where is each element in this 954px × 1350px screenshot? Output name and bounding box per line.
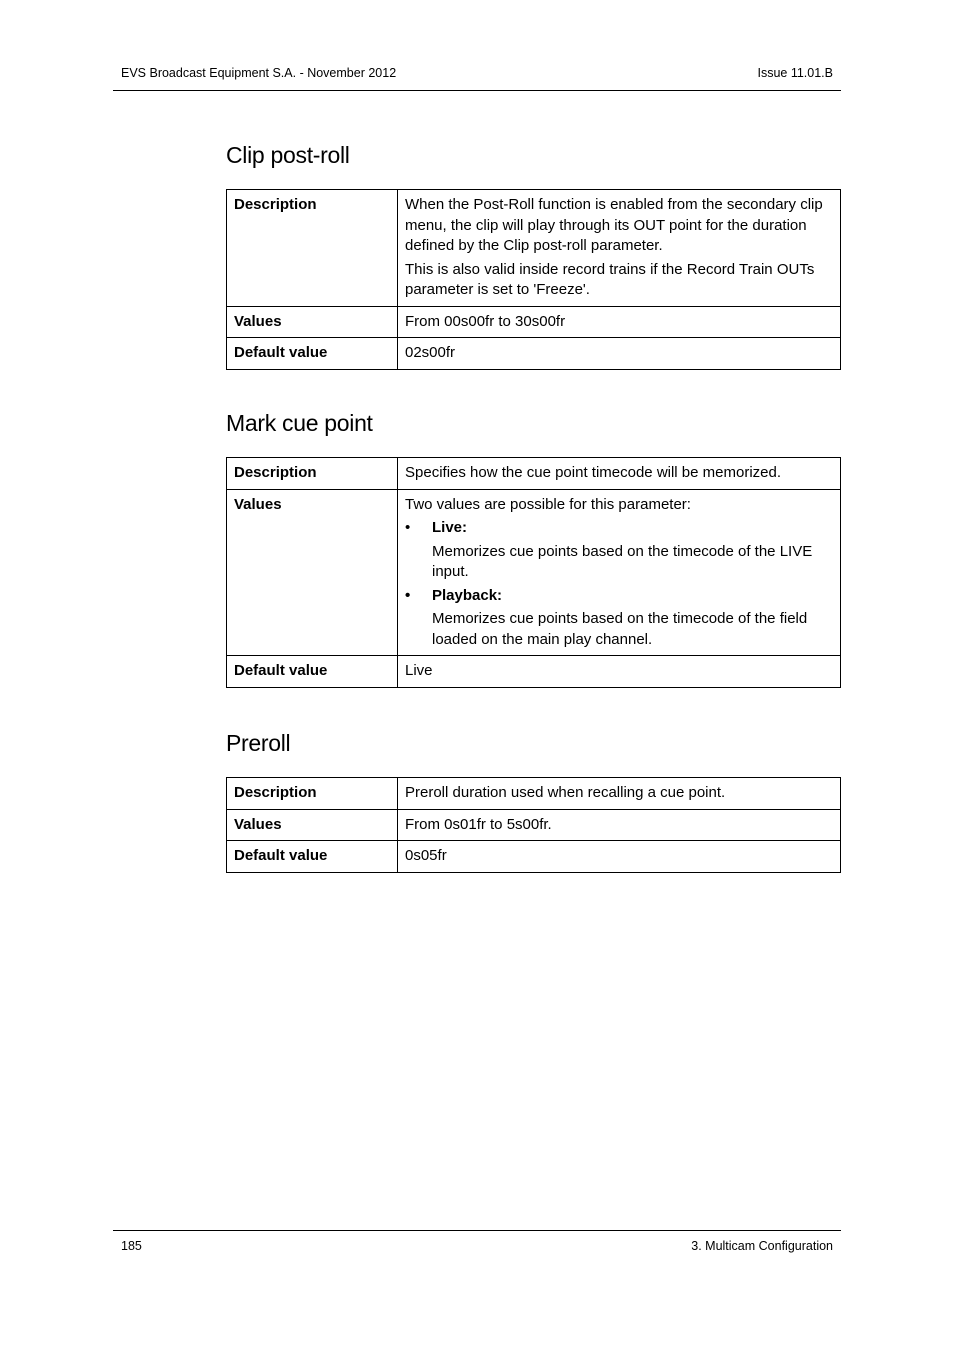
row-key: Default value	[227, 338, 398, 370]
list-item	[405, 518, 833, 583]
row-key: Values	[227, 809, 398, 841]
row-value: 0s05fr	[398, 841, 841, 873]
table-row	[227, 778, 841, 810]
page-header	[113, 64, 841, 91]
bullet-icon: •	[405, 519, 411, 536]
bullet-icon: •	[405, 586, 411, 604]
mark-cue-point-table	[226, 457, 841, 688]
row-key: Default value	[227, 841, 398, 873]
row-value: From 0s01fr to 5s00fr.	[398, 809, 841, 841]
table-row	[227, 458, 841, 490]
table-row	[227, 306, 841, 338]
section-title-preroll: Preroll	[226, 730, 291, 756]
values-intro: Two values are possible for this parameter:	[405, 495, 691, 513]
chapter-title: 3. Multicam Configuration	[691, 1239, 833, 1253]
table-row	[227, 809, 841, 841]
clip-post-roll-table	[226, 189, 841, 370]
page-footer	[113, 1230, 841, 1253]
row-key: Description	[227, 190, 398, 307]
page-number: 185	[121, 1239, 142, 1253]
row-value: Live	[398, 656, 841, 688]
value-label: Playback:	[432, 586, 503, 604]
table-row	[227, 656, 841, 688]
section-title-clip-post-roll: Clip post-roll	[226, 142, 350, 168]
value-description: Memorizes cue points based on the timecode of the field loaded on the main play channel.	[432, 610, 808, 648]
row-key: Values	[227, 306, 398, 338]
row-value	[398, 489, 841, 656]
description-paragraph: This is also valid inside record trains if the Record Train OUTs parameter is set to 'Freeze'.	[405, 260, 815, 298]
row-key: Description	[227, 458, 398, 490]
header-issue: Issue 11.01.B	[757, 66, 833, 80]
section-title-mark-cue-point: Mark cue point	[226, 410, 373, 436]
description-paragraph: When the Post-Roll function is enabled from the secondary clip menu, the clip will play through its OUT point for the duration defined by the Clip post-roll parameter.	[405, 196, 823, 254]
row-key: Description	[227, 778, 398, 810]
value-description: Memorizes cue points based on the timecode of the LIVE input.	[432, 542, 813, 580]
table-row	[227, 489, 841, 656]
row-key: Values	[227, 489, 398, 656]
table-row	[227, 841, 841, 873]
table-row	[227, 338, 841, 370]
list-item	[405, 586, 833, 651]
preroll-table	[226, 777, 841, 873]
row-value	[398, 190, 841, 307]
header-publisher: EVS Broadcast Equipment S.A. - November 2012	[121, 66, 397, 80]
row-value: 02s00fr	[398, 338, 841, 370]
row-value: Preroll duration used when recalling a cue point.	[398, 778, 841, 810]
table-row	[227, 190, 841, 307]
row-value: From 00s00fr to 30s00fr	[398, 306, 841, 338]
row-value: Specifies how the cue point timecode will be memorized.	[398, 458, 841, 490]
row-key: Default value	[227, 656, 398, 688]
value-label: Live:	[432, 519, 468, 536]
